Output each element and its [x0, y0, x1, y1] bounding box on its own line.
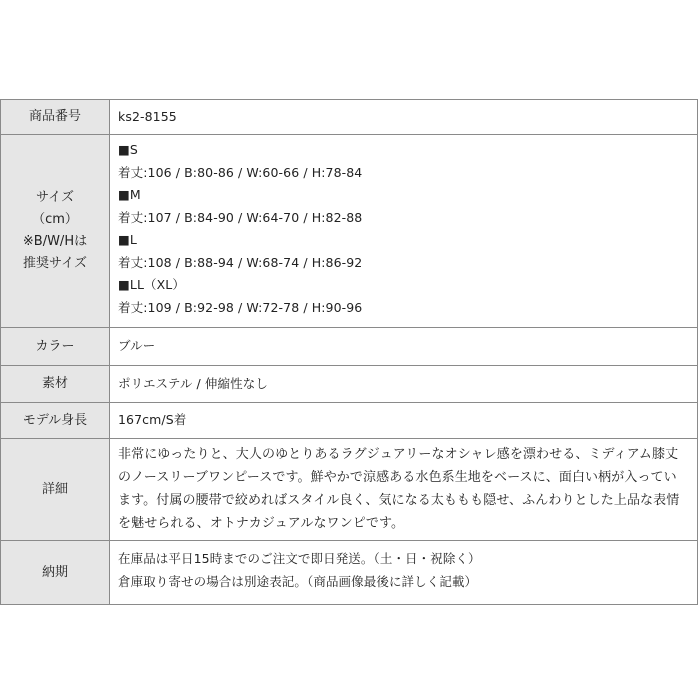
spec-label-material: 素材: [1, 366, 110, 402]
size-label-line: （cm）: [32, 212, 78, 227]
spec-row-color: [1, 328, 697, 366]
size-heading-ll: ■LL（XL）: [118, 277, 185, 292]
product-spec-table: [0, 99, 698, 605]
delivery-line-warehouse: 倉庫取り寄せの場合は別途表記。（商品画像最後に詳しく記載）: [118, 573, 478, 589]
size-heading-s: ■S: [118, 142, 138, 157]
spec-row-delivery: [1, 541, 697, 604]
spec-label-delivery: 納期: [1, 541, 110, 604]
spec-value-color: ブルー: [118, 338, 156, 354]
spec-value-size: [110, 135, 697, 327]
size-label-line: サイズ: [36, 190, 74, 205]
spec-label-size: [1, 135, 110, 327]
spec-label-color: カラー: [1, 328, 110, 365]
size-measure-l: 着丈:108 / B:88-94 / W:68-74 / H:86-92: [118, 254, 363, 270]
spec-label-model-height: モデル身長: [1, 403, 110, 438]
delivery-line-stock: 在庫品は平日15時までのご注文で即日発送。（土・日・祝除く）: [118, 551, 481, 566]
spec-value-delivery: [110, 541, 697, 604]
spec-row-size: [1, 135, 697, 328]
spec-value-product-number: ks2-8155: [118, 108, 177, 124]
spec-label-product-number: 商品番号: [1, 100, 110, 134]
spec-row-material: [1, 366, 697, 403]
size-heading-l: ■L: [118, 232, 137, 247]
spec-value-model-height: 167cm/S着: [118, 412, 187, 428]
size-measure-m: 着丈:107 / B:84-90 / W:64-70 / H:82-88: [118, 209, 363, 225]
size-label-line: 推奨サイズ: [23, 256, 87, 271]
spec-row-detail: [1, 439, 697, 541]
size-heading-m: ■M: [118, 187, 141, 202]
spec-value-material: ポリエステル / 伸縮性なし: [118, 375, 268, 391]
spec-value-detail: 非常にゆったりと、大人のゆとりあるラグジュアリーなオシャレ感を漂わせる、ミディアム膝丈のノースリーブワンピースです。鮮やかで涼感ある水色系生地をベースに、面白い柄が入っています。付属の腰帯で絞めればスタイル良く、気になる太ももも隠せ、ふんわりとした上品な表情を魅せられる、オトナカジュアルなワンピです。: [118, 447, 680, 531]
size-label-line: ※B/W/Hは: [22, 234, 88, 249]
spec-row-model-height: [1, 403, 697, 439]
size-measure-s: 着丈:106 / B:80-86 / W:60-66 / H:78-84: [118, 164, 363, 180]
size-measure-ll: 着丈:109 / B:92-98 / W:72-78 / H:90-96: [118, 299, 363, 315]
spec-row-product-number: [1, 100, 697, 135]
spec-label-detail: 詳細: [1, 439, 110, 540]
